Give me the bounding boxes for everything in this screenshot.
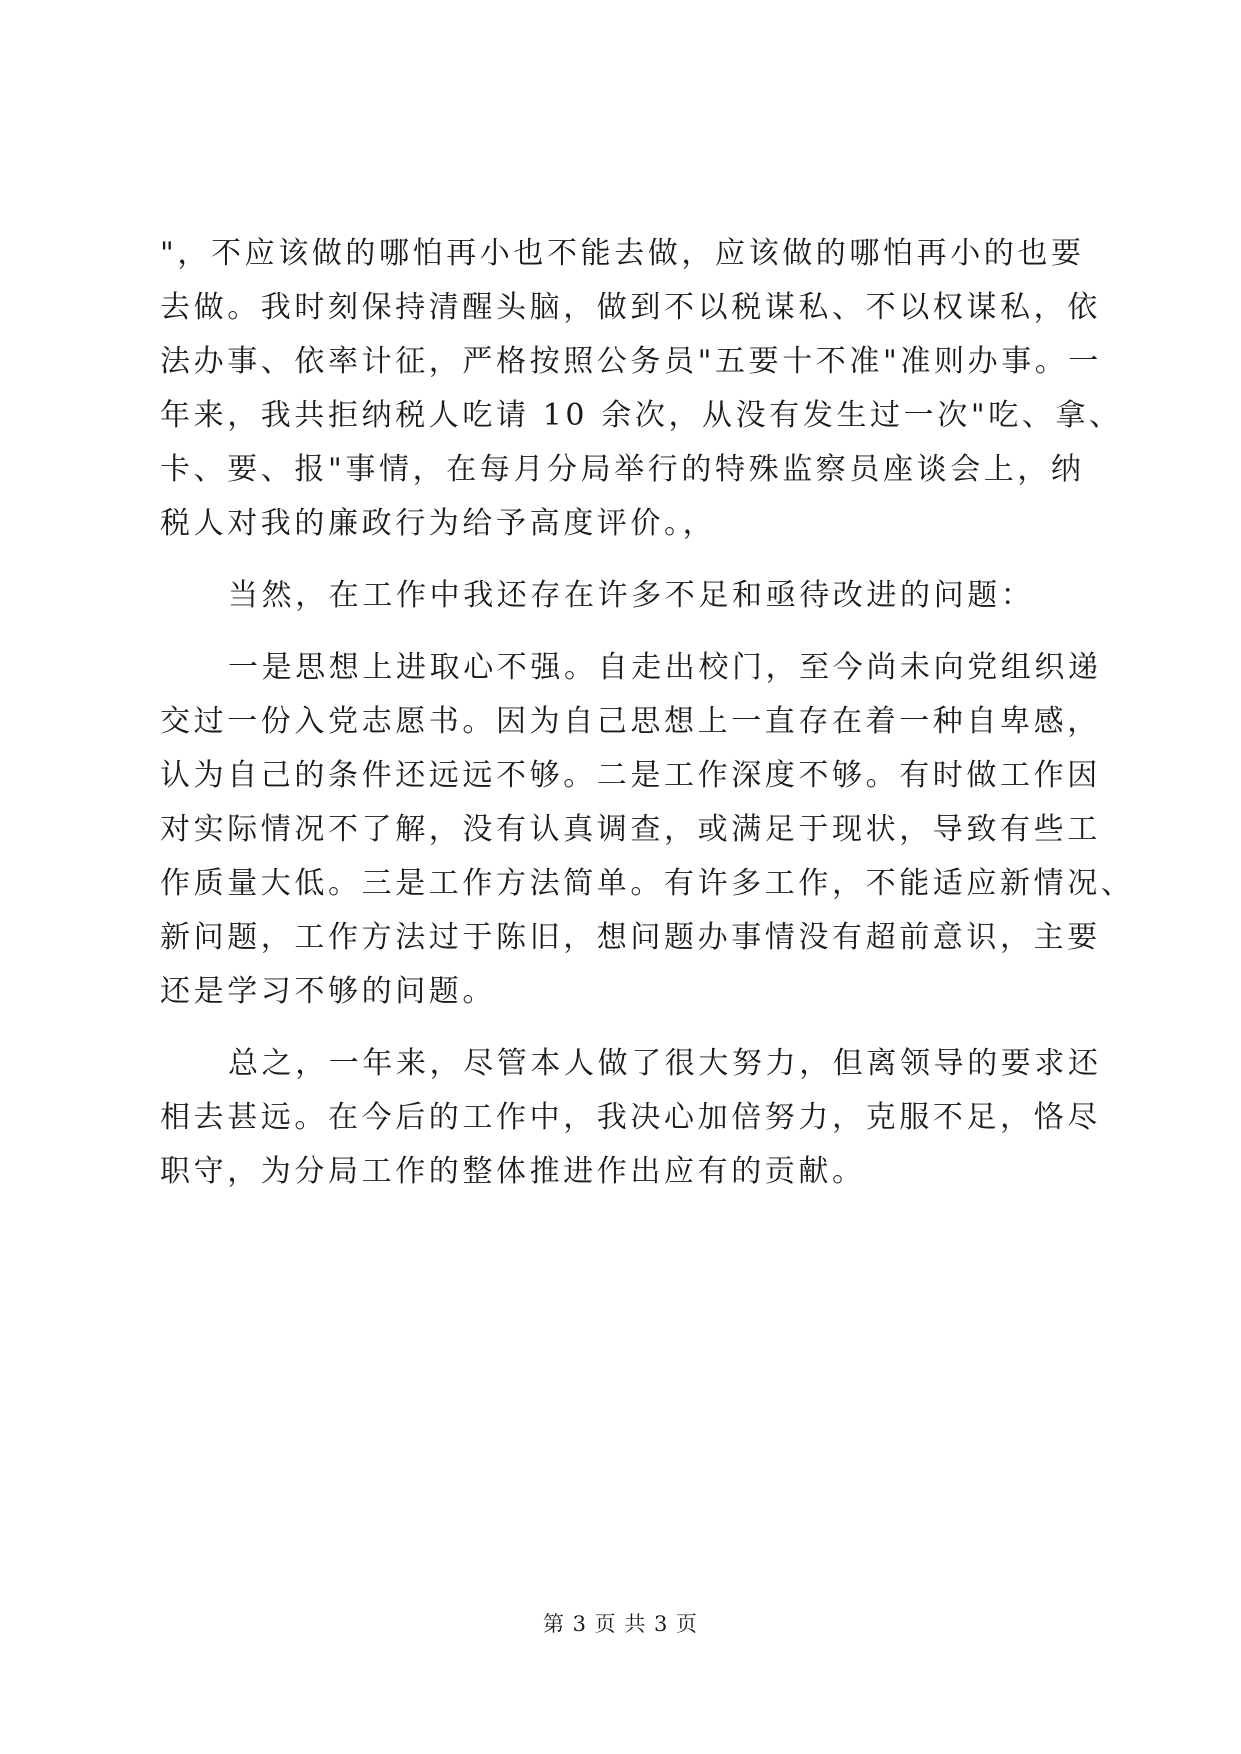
- text-line: 新问题，工作方法过于陈旧，想问题办事情没有超前意识，主要: [160, 920, 1101, 955]
- text-line: 去做。我时刻保持清醒头脑，做到不以税谋私、不以权谋私，依: [160, 290, 1101, 325]
- text-line: 法办事、依率计征，严格按照公务员"五要十不准"准则办事。一: [160, 344, 1102, 379]
- text-line: 认为自己的条件还远远不够。二是工作深度不够。有时做工作因: [160, 758, 1101, 793]
- paragraph-first-line: 一是思想上进取心不强。自走出校门，至今尚未向党组织递: [228, 650, 1102, 685]
- text-line: 税人对我的廉政行为给予高度评价。，: [160, 506, 717, 541]
- text-line: 相去甚远。在今后的工作中，我决心加倍努力，克服不足，恪尽: [160, 1100, 1101, 1135]
- text-line: "，不应该做的哪怕再小也不能去做，应该做的哪怕再小的也要: [160, 236, 1085, 271]
- text-line: 作质量大低。三是工作方法简单。有许多工作，不能适应新情况、: [160, 866, 1135, 901]
- text-line: 职守，为分局工作的整体推进作出应有的贡献。: [160, 1154, 866, 1189]
- text-line: 对实际情况不了解，没有认真调查，或满足于现状，导致有些工: [160, 812, 1101, 847]
- text-line: 还是学习不够的问题。: [160, 974, 496, 1009]
- paragraph-first-line: 总之，一年来，尽管本人做了很大努力，但离领导的要求还: [228, 1046, 1102, 1081]
- text-line: 卡、要、报"事情，在每月分局举行的特殊监察员座谈会上，纳: [160, 452, 1085, 487]
- text-line: 年来，我共拒纳税人吃请 10 余次，从没有发生过一次"吃、拿、: [160, 398, 1123, 433]
- text-line: 交过一份入党志愿书。因为自己思想上一直存在着一种自卑感，: [160, 704, 1101, 739]
- page-number-footer: 第 3 页 共 3 页: [542, 1612, 699, 1636]
- paragraph-first-line: 当然，在工作中我还存在许多不足和亟待改进的问题：: [228, 578, 1035, 613]
